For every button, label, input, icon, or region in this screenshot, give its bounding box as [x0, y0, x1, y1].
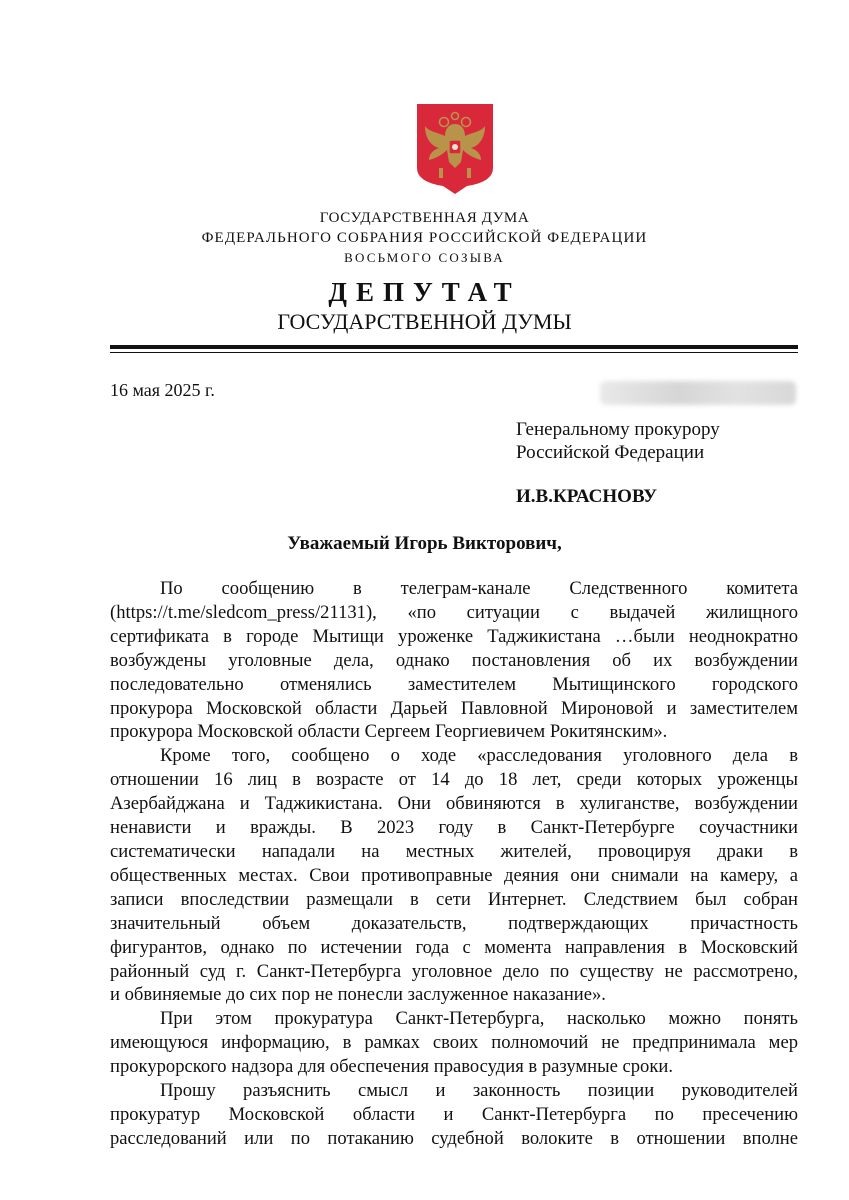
salutation: Уважаемый Игорь Викторович,: [287, 533, 562, 554]
text-line: возбуждены уголовные дела, однако постановления об их возбуждении: [110, 649, 798, 671]
text-line: сертификата в городе Мытищи уроженке Таджикистана …были неоднократно: [110, 625, 798, 647]
paragraph: [110, 1007, 798, 1079]
text-line: Азербайджана и Таджикистана. Они обвиняются в хулиганстве, возбуждении: [110, 793, 798, 815]
text-line: систематически нападали на местных жителей, провоцируя драки в: [110, 840, 798, 862]
paragraph: [110, 744, 798, 1007]
text-line: Кроме того, сообщено о ходе «расследования уголовного дела в: [160, 745, 798, 767]
header-rule-thin: [110, 352, 798, 353]
text-line: значительный объем доказательств, подтверждающих причастность: [110, 912, 798, 934]
letterhead-subtitle: ГОСУДАРСТВЕННОЙ ДУМЫ: [277, 309, 572, 334]
text-line: районный суд г. Санкт-Петербурга уголовное дело по существу не рассмотрено,: [110, 960, 798, 982]
text-line: прокурорского надзора для обеспечения правосудия в разумные сроки.: [110, 1056, 673, 1078]
text-line: имеющуюся информацию, в рамках своих полномочий не предпринимала мер: [110, 1032, 798, 1054]
org-line-3: ВОСЬМОГО СОЗЫВА: [344, 250, 505, 265]
letter-date: 16 мая 2025 г.: [110, 380, 215, 400]
text-line: прокуратур Московской области и Санкт-Петербурга по пресечению: [110, 1103, 798, 1125]
paragraph: [110, 1079, 798, 1151]
addressee-position: Генеральному прокурору: [516, 419, 720, 440]
text-line: фигурантов, однако по истечении года с момента направления в Московский: [110, 936, 798, 958]
text-line: При этом прокуратура Санкт-Петербурга, насколько можно понять: [160, 1008, 798, 1030]
text-line: Прошу разъяснить смысл и законность позиции руководителей: [160, 1080, 798, 1102]
coat-of-arms-icon: [415, 102, 495, 194]
text-line: расследований или по потаканию судебной волоките в отношении вполне: [110, 1127, 798, 1149]
header-rule-thick: [110, 345, 798, 349]
text-line: (https://t.me/sledcom_press/21131), «по ситуации с выдачей жилищного: [110, 601, 798, 623]
text-line: прокурора Московской области Дарьей Павловной Мироновой и заместителем: [110, 697, 798, 719]
text-line: общественных местах. Свои противоправные деяния они снимали на камеру, а: [110, 864, 798, 886]
letter-body: [110, 577, 798, 1151]
text-line: отношении 16 лиц в возрасте от 14 до 18 лет, среди которых уроженцы: [110, 769, 798, 791]
letterhead-title: ДЕПУТАТ: [328, 277, 521, 307]
org-line-2: ФЕДЕРАЛЬНОГО СОБРАНИЯ РОССИЙСКОЙ ФЕДЕРАЦИИ: [201, 230, 648, 246]
addressee-country: Российской Федерации: [516, 442, 705, 463]
text-line: ненависти и вражды. В 2023 году в Санкт-Петербурге соучастники: [110, 817, 798, 839]
text-line: По сообщению в телеграм-канале Следственного комитета: [160, 578, 798, 599]
text-line: и обвиняемые до сих пор не понесли заслуженное наказание».: [110, 984, 606, 1006]
addressee-name: И.В.КРАСНОВУ: [516, 486, 658, 507]
redacted-outgoing-number: [600, 381, 796, 405]
paragraph: [110, 577, 798, 744]
text-line: прокурора Московской области Сергеем Георгиевичем Рокитянским».: [110, 721, 668, 743]
text-line: записи впоследствии размещали в сети Интернет. Следствием был собран: [110, 888, 798, 910]
text-line: последовательно отменялись заместителем Мытищинского городского: [110, 673, 798, 695]
org-line-1: ГОСУДАРСТВЕННАЯ ДУМА: [319, 210, 530, 226]
